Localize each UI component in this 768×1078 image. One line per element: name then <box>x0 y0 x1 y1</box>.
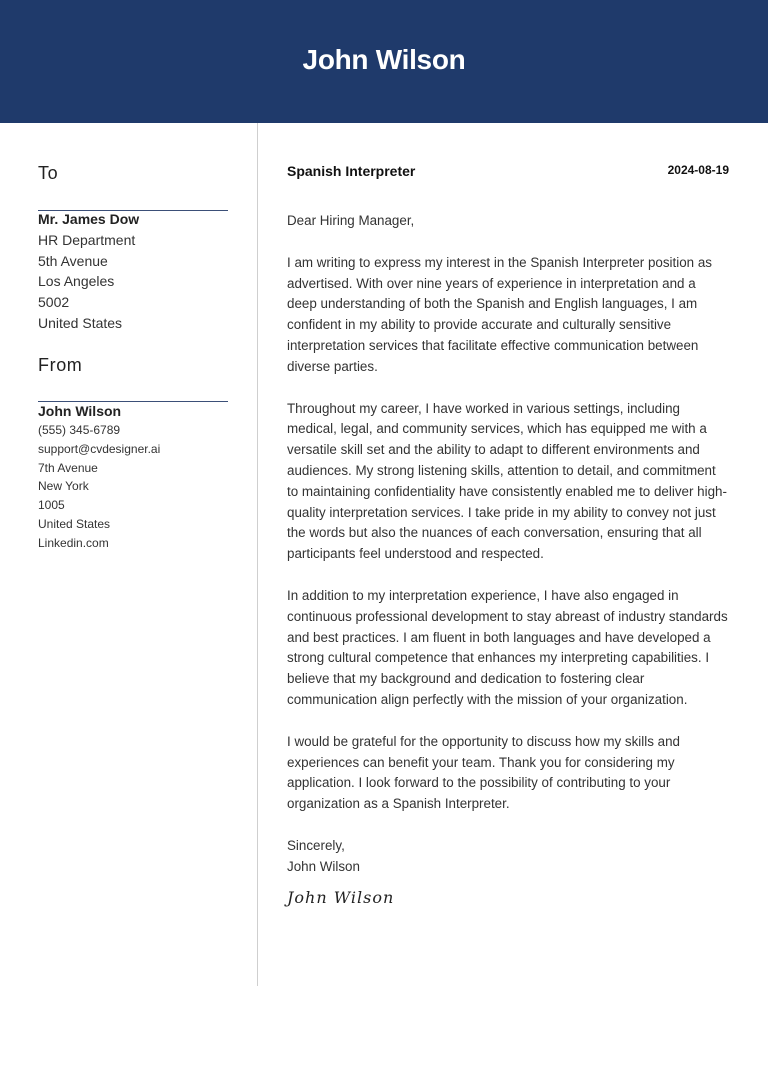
job-title: Spanish Interpreter <box>287 163 416 179</box>
sender-country: United States <box>38 516 111 531</box>
recipient-name: Mr. James Dow <box>38 211 140 227</box>
paragraph-2: Throughout my career, I have worked in various settings, including medical, legal, and community services, which has equipped me with a versatile skill set and the ability to adapt to different environments and audiences. My strong listening skills, attention to detail, and commitment to maintaining confidentiality have consistently enabled me to deliver high-quality interpretation services. I take pride in my ability to convey not just the words but also the nuances of each conversation, ensuring that all participants feel understood and respected. <box>287 400 727 562</box>
to-section-title: To <box>38 163 59 183</box>
sender-zip: 1005 <box>38 498 65 513</box>
paragraph-3: In addition to my interpretation experience, I have also engaged in continuous professional development to stay abreast of industry standards and best practices. I am fluent in both languages and have developed a strong cultural competence that enhances my interpreting capabilities. I believe that my background and dedication to fostering clear communication align perfectly with the mission of your organization. <box>287 587 728 707</box>
greeting: Dear Hiring Manager, <box>287 213 415 228</box>
recipient-department: HR Department <box>38 231 136 248</box>
sender-phone: (555) 345-6789 <box>38 423 121 437</box>
header-banner <box>0 0 768 123</box>
recipient-country: United States <box>38 314 123 331</box>
signature: John Wilson <box>287 887 395 907</box>
sender-email: support@cvdesigner.ai <box>38 441 161 456</box>
recipient-city: Los Angeles <box>38 273 115 290</box>
sender-street: 7th Avenue <box>38 460 98 475</box>
applicant-name-heading: John Wilson <box>302 44 466 75</box>
recipient-zip: 5002 <box>38 294 70 311</box>
recipient-address <box>38 209 238 334</box>
sender-city: New York <box>38 479 89 494</box>
sender-contact <box>38 401 238 553</box>
recipient-street: 5th Avenue <box>38 252 108 269</box>
paragraph-4: I would be grateful for the opportunity to discuss how my skills and experiences can benefit your team. Thank you for considering my application. I look forward to the possibility of contributing to your organization as a Spanish Interpreter. <box>287 733 680 812</box>
letter-date: 2024-08-19 <box>667 163 729 177</box>
column-divider <box>257 123 258 986</box>
sender-name: John Wilson <box>38 403 122 419</box>
paragraph-1: I am writing to express my interest in the Spanish Interpreter position as advertised. With over nine years of experience in interpretation and a deep understanding of both the Spanish and English languages, I am confident in my ability to provide accurate and culturally sensitive interpretation services that facilitate effective communication between diverse parties. <box>287 254 712 374</box>
from-section-title: From <box>38 355 83 375</box>
closing-name: John Wilson <box>287 858 360 874</box>
closing: Sincerely, <box>287 837 345 853</box>
sender-website: Linkedin.com <box>38 535 109 550</box>
letter-text <box>287 211 729 908</box>
